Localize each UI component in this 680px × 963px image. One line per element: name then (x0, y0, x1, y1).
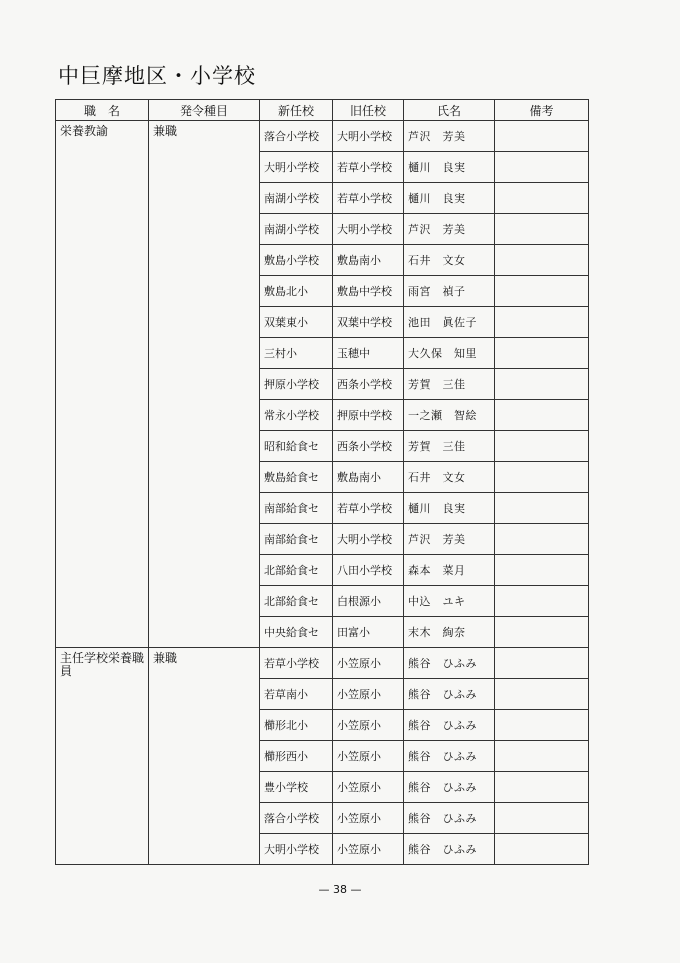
personnel-table (55, 99, 589, 865)
old-school-cell: 小笠原小 (333, 648, 404, 679)
name-cell: 雨宮 禎子 (404, 276, 495, 307)
remarks-cell (495, 121, 589, 152)
name-cell: 芦沢 芳美 (404, 121, 495, 152)
old-school-cell: 若草小学校 (333, 152, 404, 183)
remarks-cell (495, 710, 589, 741)
name-cell: 一之瀬 智絵 (404, 400, 495, 431)
old-school-cell: 双葉中学校 (333, 307, 404, 338)
new-school-cell: 櫛形北小 (260, 710, 333, 741)
page-title: 中巨摩地区・小学校 (58, 64, 256, 88)
old-school-cell: 小笠原小 (333, 834, 404, 865)
old-school-cell: 大明小学校 (333, 524, 404, 555)
name-cell: 熊谷 ひふみ (404, 772, 495, 803)
remarks-cell (495, 555, 589, 586)
name-cell: 池田 眞佐子 (404, 307, 495, 338)
name-cell: 樋川 良実 (404, 152, 495, 183)
new-school-cell: 南部給食セ (260, 524, 333, 555)
name-cell: 熊谷 ひふみ (404, 648, 495, 679)
name-cell: 末木 絢奈 (404, 617, 495, 648)
header-name: 氏名 (404, 100, 495, 121)
name-cell: 樋川 良実 (404, 493, 495, 524)
remarks-cell (495, 524, 589, 555)
header-remarks: 備考 (495, 100, 589, 121)
new-school-cell: 南部給食セ (260, 493, 333, 524)
table-row (56, 121, 589, 152)
name-cell: 熊谷 ひふみ (404, 741, 495, 772)
new-school-cell: 敷島北小 (260, 276, 333, 307)
new-school-cell: 櫛形西小 (260, 741, 333, 772)
header-old-school: 旧任校 (333, 100, 404, 121)
new-school-cell: 昭和給食セ (260, 431, 333, 462)
remarks-cell (495, 586, 589, 617)
name-cell: 森本 菜月 (404, 555, 495, 586)
name-cell: 芦沢 芳美 (404, 214, 495, 245)
old-school-cell: 小笠原小 (333, 772, 404, 803)
remarks-cell (495, 152, 589, 183)
position-cell: 主任学校栄養職員 (56, 648, 149, 865)
remarks-cell (495, 276, 589, 307)
name-cell: 芦沢 芳美 (404, 524, 495, 555)
new-school-cell: 落合小学校 (260, 803, 333, 834)
new-school-cell: 押原小学校 (260, 369, 333, 400)
old-school-cell: 玉穂中 (333, 338, 404, 369)
old-school-cell: 田富小 (333, 617, 404, 648)
new-school-cell: 落合小学校 (260, 121, 333, 152)
old-school-cell: 西条小学校 (333, 431, 404, 462)
new-school-cell: 双葉東小 (260, 307, 333, 338)
name-cell: 熊谷 ひふみ (404, 710, 495, 741)
header-new-school: 新任校 (260, 100, 333, 121)
remarks-cell (495, 462, 589, 493)
old-school-cell: 若草小学校 (333, 493, 404, 524)
name-cell: 大久保 知里 (404, 338, 495, 369)
name-cell: 樋川 良実 (404, 183, 495, 214)
old-school-cell: 西条小学校 (333, 369, 404, 400)
name-cell: 熊谷 ひふみ (404, 803, 495, 834)
name-cell: 芳賀 三佳 (404, 431, 495, 462)
remarks-cell (495, 772, 589, 803)
old-school-cell: 小笠原小 (333, 803, 404, 834)
name-cell: 熊谷 ひふみ (404, 679, 495, 710)
new-school-cell: 常永小学校 (260, 400, 333, 431)
remarks-cell (495, 741, 589, 772)
old-school-cell: 白根源小 (333, 586, 404, 617)
name-cell: 熊谷 ひふみ (404, 834, 495, 865)
remarks-cell (495, 400, 589, 431)
remarks-cell (495, 183, 589, 214)
table-row (56, 648, 589, 679)
remarks-cell (495, 493, 589, 524)
new-school-cell: 南湖小学校 (260, 214, 333, 245)
table-header-row (56, 100, 589, 121)
remarks-cell (495, 338, 589, 369)
old-school-cell: 大明小学校 (333, 121, 404, 152)
remarks-cell (495, 834, 589, 865)
old-school-cell: 小笠原小 (333, 741, 404, 772)
header-appointment-type: 発令種目 (149, 100, 260, 121)
remarks-cell (495, 803, 589, 834)
remarks-cell (495, 617, 589, 648)
new-school-cell: 大明小学校 (260, 834, 333, 865)
new-school-cell: 大明小学校 (260, 152, 333, 183)
name-cell: 中込 ユキ (404, 586, 495, 617)
new-school-cell: 南湖小学校 (260, 183, 333, 214)
new-school-cell: 北部給食セ (260, 586, 333, 617)
new-school-cell: 三村小 (260, 338, 333, 369)
old-school-cell: 敷島南小 (333, 462, 404, 493)
appointment-type-cell: 兼職 (149, 648, 260, 865)
new-school-cell: 中央給食セ (260, 617, 333, 648)
remarks-cell (495, 214, 589, 245)
remarks-cell (495, 307, 589, 338)
old-school-cell: 若草小学校 (333, 183, 404, 214)
header-position: 職 名 (56, 100, 149, 121)
remarks-cell (495, 245, 589, 276)
new-school-cell: 若草小学校 (260, 648, 333, 679)
name-cell: 石井 文女 (404, 245, 495, 276)
new-school-cell: 若草南小 (260, 679, 333, 710)
old-school-cell: 押原中学校 (333, 400, 404, 431)
name-cell: 石井 文女 (404, 462, 495, 493)
new-school-cell: 敷島小学校 (260, 245, 333, 276)
remarks-cell (495, 431, 589, 462)
old-school-cell: 敷島中学校 (333, 276, 404, 307)
new-school-cell: 敷島給食セ (260, 462, 333, 493)
old-school-cell: 大明小学校 (333, 214, 404, 245)
old-school-cell: 八田小学校 (333, 555, 404, 586)
old-school-cell: 小笠原小 (333, 679, 404, 710)
remarks-cell (495, 369, 589, 400)
remarks-cell (495, 648, 589, 679)
page-number: — 38 — (318, 883, 362, 896)
appointment-type-cell: 兼職 (149, 121, 260, 648)
old-school-cell: 小笠原小 (333, 710, 404, 741)
new-school-cell: 北部給食セ (260, 555, 333, 586)
remarks-cell (495, 679, 589, 710)
position-cell: 栄養教諭 (56, 121, 149, 648)
old-school-cell: 敷島南小 (333, 245, 404, 276)
new-school-cell: 豊小学校 (260, 772, 333, 803)
name-cell: 芳賀 三佳 (404, 369, 495, 400)
